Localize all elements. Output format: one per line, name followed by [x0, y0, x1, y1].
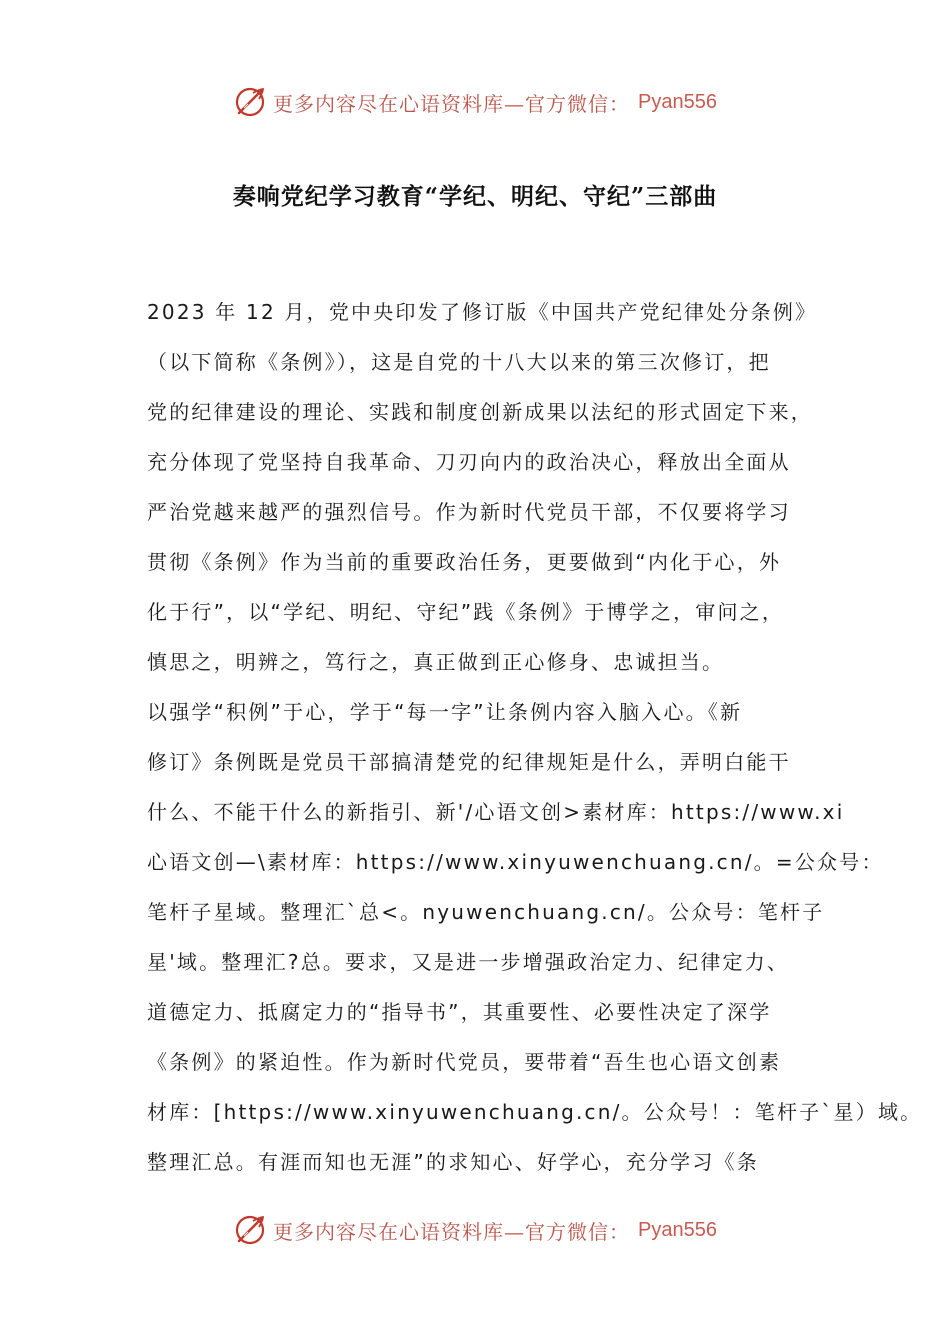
paragraph-line: 党的纪律建设的理论、实践和制度创新成果以法纪的形式固定下来，: [147, 400, 813, 424]
paragraph-line: 严治党越来越严的强烈信号。作为新时代党员干部，不仅要将学习: [147, 500, 791, 524]
paragraph-line: 笔杆子星域。整理汇`总<。nyuwenchuang.cn/。公众号：笔杆子: [147, 900, 825, 924]
paragraph-line: （以下简称《条例》），这是自党的十八大以来的第三次修订，把: [147, 350, 771, 374]
paragraph-line: 慎思之，明辨之，笃行之，真正做到正心修身、忠诚担当。: [147, 650, 725, 674]
paragraph-line: 化于行”，以“学纪、明纪、守纪”践《条例》于博学之，审问之，: [147, 600, 785, 624]
paragraph-line: 星'域。整理汇?总。要求，又是进一步增强政治定力、纪律定力、: [147, 950, 790, 974]
paragraph-line: 心语文创—\素材库：https://www.xinyuwenchuang.cn/。=公众号：: [147, 850, 884, 874]
paragraph-line: 2023 年 12 月，党中央印发了修订版《中国共产党纪律处分条例》: [147, 300, 818, 324]
banner-text: 更多内容尽在心语资料库—官方微信：: [273, 1219, 631, 1244]
paragraph-line: 贯彻《条例》作为当前的重要政治任务，更要做到“内化于心，外: [147, 550, 782, 574]
quill-pen-circle-icon: [233, 1213, 267, 1247]
quill-pen-circle-icon: [233, 85, 267, 119]
paragraph-line: 《条例》的紧迫性。作为新时代党员，要带着“吾生也心语文创素: [147, 1050, 782, 1074]
paragraph-line: 什么、不能干什么的新指引、新'/心语文创>素材库：https://www.xi: [147, 800, 845, 824]
paragraph-line: 道德定力、抵腐定力的“指导书”，其重要性、必要性决定了深学: [147, 1000, 772, 1024]
wechat-id: Pyan556: [638, 1218, 717, 1241]
paragraph-line: 充分体现了党坚持自我革命、刀刃向内的政治决心，释放出全面从: [147, 450, 791, 474]
paragraph-line: 修订》条例既是党员干部搞清楚党的纪律规矩是什么，弄明白能干: [147, 750, 791, 774]
paragraph-line: 以强学“积例”于心，学于“每一字”让条例内容入脑入心。《新: [147, 700, 743, 724]
wechat-id: Pyan556: [638, 90, 717, 113]
document-title: 奏响党纪学习教育“学纪、明纪、守纪”三部曲: [232, 183, 718, 210]
header-banner: [0, 82, 950, 122]
footer-banner: [0, 1210, 950, 1250]
banner-text: 更多内容尽在心语资料库—官方微信：: [273, 91, 631, 116]
paragraph-line: 整理汇总。有涯而知也无涯”的求知心、好学心，充分学习《条: [147, 1150, 759, 1174]
document-body: [147, 290, 923, 1190]
paragraph-line: 材库：[https://www.xinyuwenchuang.cn/。公众号！：笔杆子`星）域。: [147, 1100, 923, 1124]
